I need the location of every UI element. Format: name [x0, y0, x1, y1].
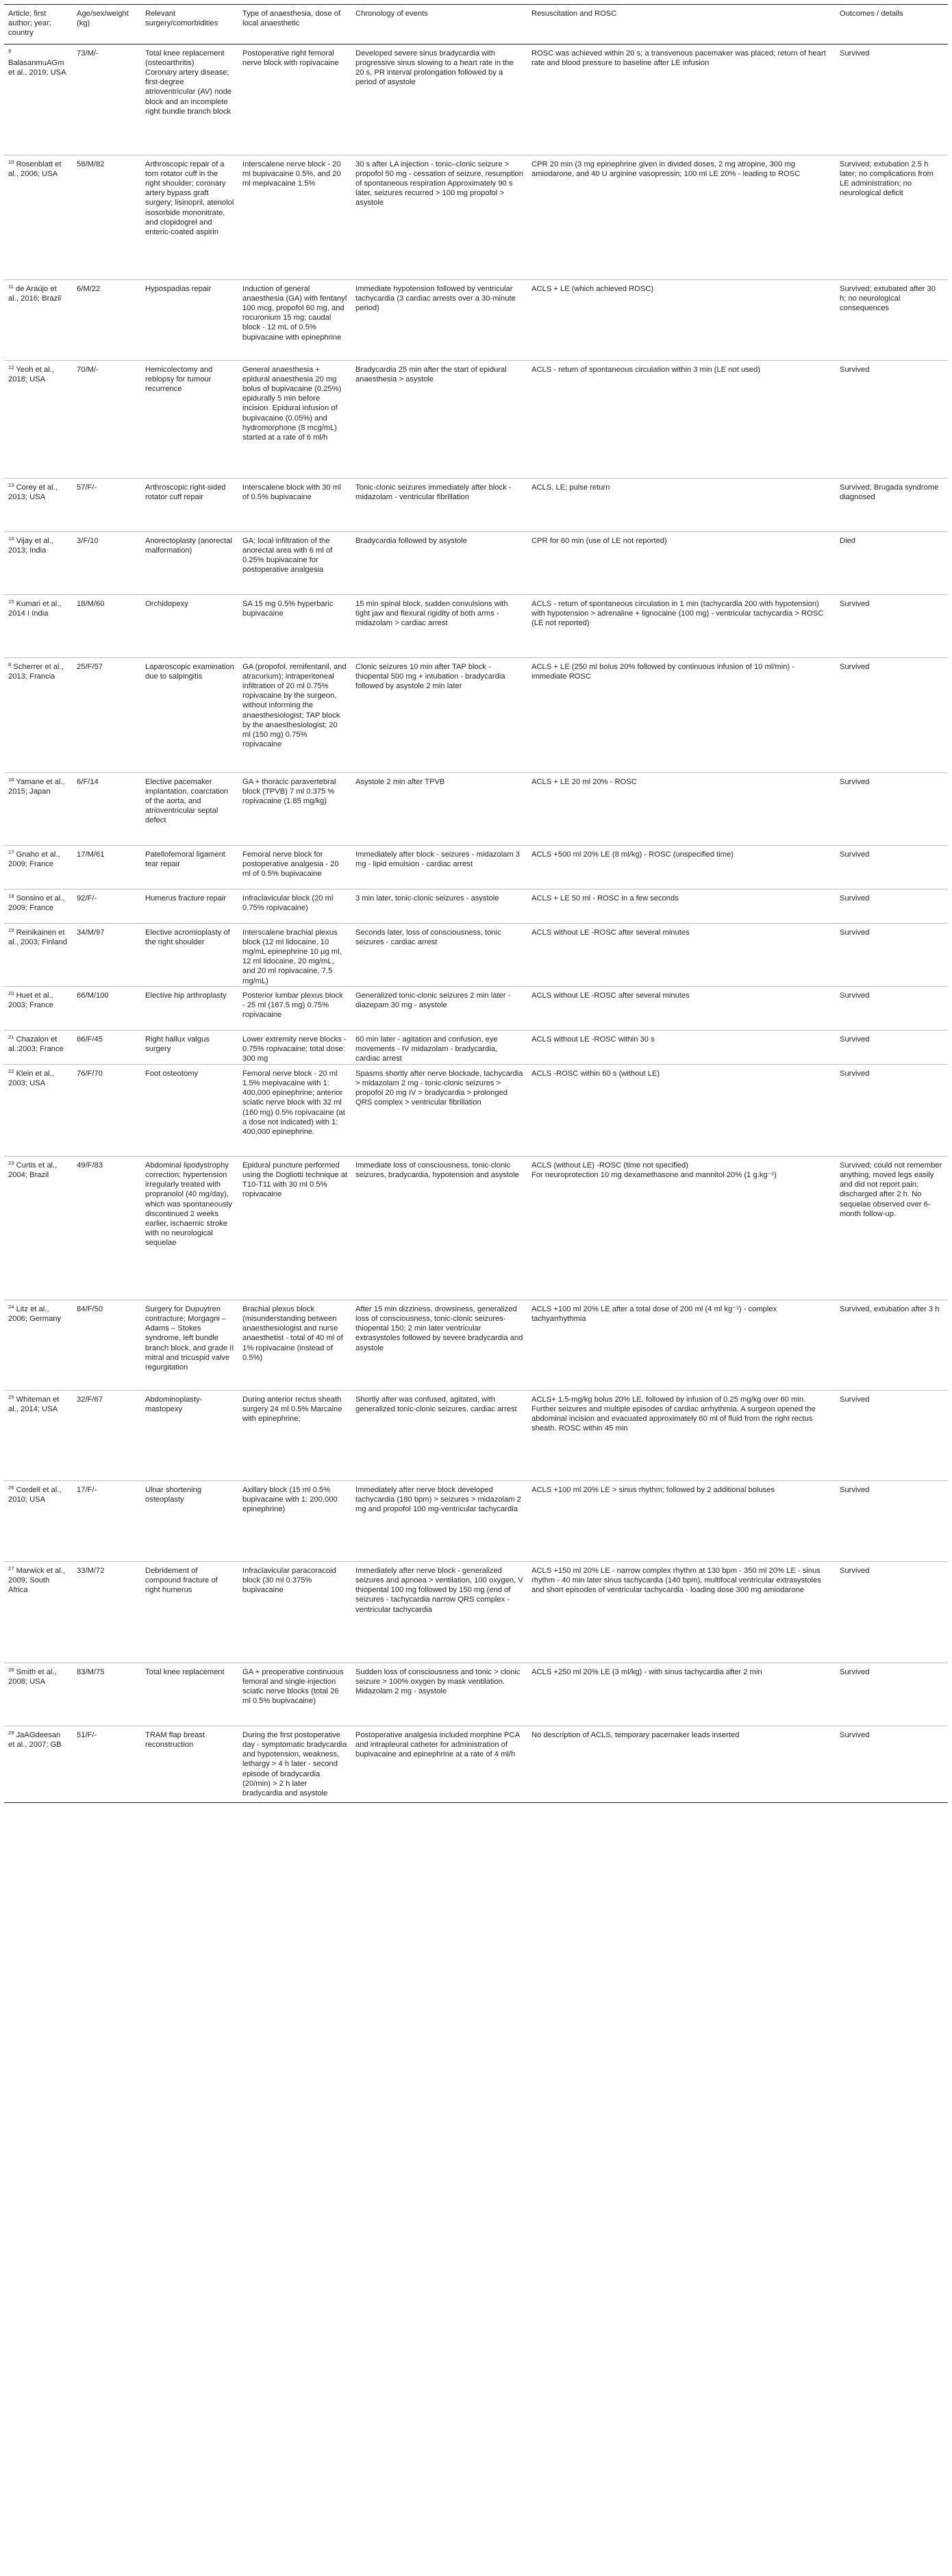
- cell-age-sex-weight: 76/F/70: [77, 1069, 103, 1078]
- table-row: [4, 1300, 948, 1390]
- article-text: JaAGdeesan et al., 2007; GB: [8, 1730, 62, 1750]
- article-text: Vijay et al., 2013; India: [8, 536, 54, 555]
- cell-outcomes: Survived: [840, 928, 870, 937]
- cell-resuscitation-rosc: No description of ACLS, temporary pacemaker leads inserted: [531, 1730, 740, 1739]
- cell-resuscitation-rosc: CPR for 60 min (use of LE not reported): [531, 536, 667, 545]
- cell-chronology: Seconds later, loss of consciousness, tonic seizures - cardiac arrest: [355, 928, 501, 946]
- reference-number: 24: [8, 1303, 14, 1310]
- table-row: [4, 360, 948, 478]
- reference-number: 9: [8, 47, 12, 54]
- cell-anaesthesia-dose: Axillary block (15 ml 0.5% bupivacaine with 1: 200,000 epinephrine): [242, 1485, 338, 1514]
- column-header-article: Article; first author; year; country: [4, 5, 73, 45]
- cell-age-sex-weight: 73/M/-: [77, 49, 99, 58]
- cell-outcomes: Survived; could not remember anything, moved legs easily and did not report pain; discharged after 2 h. No sequelae observed over 6-month follow-up.: [840, 1161, 942, 1218]
- table-row: [4, 657, 948, 772]
- table-row: [4, 279, 948, 360]
- cell-anaesthesia-dose: Interscalene brachial plexus block (12 ml lidocaine, 10 mg/mL epinephrine 10 µg ml, 12 ml lidocaine, 20 mg/mL, and 20 ml ropivacaine, 7.5 mg/mL): [242, 928, 342, 985]
- column-header-outcomes: Outcomes / details: [836, 5, 948, 45]
- article-text: Litz et al., 2006; Germany: [8, 1304, 62, 1324]
- cell-outcomes: Survived: [840, 599, 870, 608]
- cell-anaesthesia-dose: Femoral nerve block - 20 ml 1.5% mepivacaine with 1: 400,000 epinephrine; anterior sciatic nerve block with 32 ml (160 mg) 0.5% ropivacaine (at a dose not indicated) with 1: 400,000 epinephrine.: [242, 1069, 345, 1137]
- cell-age-sex-weight: 58/M/82: [77, 160, 105, 168]
- article-text: Klein et al., 2003; USA: [8, 1069, 54, 1088]
- cell-chronology: Bradycardia followed by asystole: [355, 536, 467, 545]
- article-text: Kumari et al., 2014 I India: [8, 599, 62, 618]
- cell-surgery-comorbidities: Arthroscopic repair of a torn rotator cuff in the right shoulder; coronary artery bypass graft surgery; lisinopril, atenolol isosorbide mononitrate, and clopidogrel and enteric-coated aspirin: [145, 160, 234, 237]
- cell-surgery-comorbidities: Right hallux valgus surgery: [145, 1035, 210, 1054]
- reference-number: 22: [8, 1068, 14, 1074]
- case-report-table: [4, 4, 948, 1803]
- cell-article: [4, 772, 73, 845]
- cell-chronology: 30 s after LA injection - tonic–clonic seizure > propofol 50 mg - cessation of seizure, resumption of spontaneous respiration Approximately 90 s later, seizures recurred > 100 mg propofol > asystole: [355, 160, 524, 207]
- cell-age-sex-weight: 3/F/10: [77, 536, 99, 545]
- reference-number: 10: [8, 158, 14, 165]
- table-row: [4, 478, 948, 531]
- cell-age-sex-weight: 70/M/-: [77, 365, 99, 374]
- cell-anaesthesia-dose: Posterior lumbar plexus block - 25 ml (187.5 mg) 0.75% ropivacaine: [242, 991, 343, 1020]
- cell-article: [4, 657, 73, 772]
- reference-number: 14: [8, 535, 14, 542]
- cell-anaesthesia-dose: Epidural puncture performed using the Dogliotti technique at T10-T11 with 30 ml 0.5% ropivacaine: [242, 1161, 347, 1199]
- reference-number: 18: [8, 892, 14, 899]
- cell-article: [4, 889, 73, 923]
- cell-surgery-comorbidities: TRAM flap breast reconstruction: [145, 1730, 205, 1750]
- article-text: Huet et al., 2003; France: [8, 991, 53, 1010]
- table-row: [4, 889, 948, 923]
- article-text: Sonsino et al., 2009; France: [8, 894, 65, 912]
- cell-anaesthesia-dose: During the first postoperative day - symptomatic bradycardia and hypotension, weakness, lethargy > 4 h later - second episode of bradycardia (20/min) > 2 h later bradycardia and asystole: [242, 1730, 347, 1798]
- table-row: [4, 923, 948, 986]
- cell-outcomes: Survived; extubated after 30 h; no neurological consequences: [840, 284, 936, 313]
- cell-article: [4, 360, 73, 478]
- cell-surgery-comorbidities: Total knee replacement: [145, 1667, 225, 1676]
- cell-article: [4, 1300, 73, 1390]
- cell-outcomes: Survived: [840, 1069, 870, 1078]
- cell-anaesthesia-dose: GA + thoracic paravertebral block (TPVB) 7 ml 0.375 % ropivacaine (1.85 mg/kg): [242, 777, 336, 806]
- table-row: [4, 772, 948, 845]
- cell-age-sex-weight: 6/F/14: [77, 777, 99, 786]
- cell-age-sex-weight: 57/F/-: [77, 483, 97, 492]
- cell-article: [4, 1064, 73, 1156]
- table-row: [4, 845, 948, 889]
- cell-resuscitation-rosc: ACLS + LE 50 ml - ROSC in a few seconds: [531, 894, 679, 902]
- cell-chronology: Developed severe sinus bradycardia with progressive sinus slowing to a heart rate in the 20 s, PR interval prolongation followed by a period of asystole: [355, 49, 514, 87]
- reference-number: 19: [8, 926, 14, 933]
- cell-article: [4, 1726, 73, 1802]
- cell-chronology: Immediately after nerve block developed tachycardia (180 bpm) > seizures > midazolam 2 mg and propofol 100 mg-ventricular tachycardia: [355, 1485, 521, 1514]
- reference-number: 12: [8, 364, 14, 370]
- cell-surgery-comorbidities: Elective acromioplasty of the right shoulder: [145, 928, 230, 946]
- table-row: [4, 1156, 948, 1300]
- cell-surgery-comorbidities: Arthroscopic right-sided rotator cuff repair: [145, 483, 226, 501]
- reference-number: 20: [8, 989, 14, 996]
- cell-chronology: Immediate loss of consciousness, tonic-clonic seizures, bradycardia, hypotension and asystole: [355, 1161, 519, 1180]
- cell-age-sex-weight: 66/F/45: [77, 1035, 103, 1044]
- cell-anaesthesia-dose: Brachial plexus block (misunderstanding between anaesthesiologist and nurse anaesthetist - total of 40 ml of 1% ropivacaine (instead of 0.5%): [242, 1304, 343, 1362]
- article-text: Scherrer et al., 2013; Francia: [8, 662, 64, 681]
- cell-surgery-comorbidities: Laparoscopic examination due to salpingitis: [145, 662, 234, 681]
- cell-resuscitation-rosc: ACLS +500 ml 20% LE (8 ml/kg) - ROSC (unspecified time): [531, 850, 734, 859]
- reference-number: 21: [8, 1033, 14, 1040]
- cell-anaesthesia-dose: Induction of general anaesthesia (GA) with fentanyl 100 mcg, propofol 60 mg, and rocuronium 15 mg; caudal block - 12 mL of 0.5% bupivacaine with epinephrine: [242, 284, 347, 342]
- reference-number: 16: [8, 776, 14, 783]
- column-header-chronology: Chronology of events: [351, 5, 527, 45]
- article-text: Yamane et al., 2015; Japan: [8, 777, 65, 796]
- cell-outcomes: Died: [840, 536, 856, 545]
- reference-number: 28: [8, 1666, 14, 1673]
- cell-age-sex-weight: 33/M/72: [77, 1566, 105, 1575]
- cell-resuscitation-rosc: ACLS - return of spontaneous circulation in 1 min (tachycardia 200 with hypotension) with hypotension > adrenaline + lignocaine (100 mg) - ventricular tachycardia > ROSC (LE not reported): [531, 599, 824, 628]
- cell-surgery-comorbidities: Hemicolectomy and rebiopsy for tumour recurrence: [145, 365, 213, 394]
- cell-surgery-comorbidities: Surgery for Dupuytren contracture; Morgagni – Adams – Stokes syndrome, left bundle branch block, and grade II mitral and tricuspid valve regurgitation: [145, 1304, 234, 1372]
- table-row: [4, 1064, 948, 1156]
- cell-article: [4, 923, 73, 986]
- cell-chronology: Tonic-clonic seizures immediately after block - midazolam - ventricular fibrillation: [355, 483, 512, 501]
- cell-age-sex-weight: 17/M/61: [77, 850, 105, 859]
- cell-anaesthesia-dose: GA; local infiltration of the anorectal area with 6 ml of 0.25% bupivacaine for postoperative analgesia: [242, 536, 333, 574]
- table-row: [4, 44, 948, 155]
- cell-outcomes: Survived: [840, 1566, 870, 1575]
- cell-outcomes: Survived: [840, 1667, 870, 1676]
- cell-outcomes: Survived, extubation after 3 h: [840, 1304, 940, 1313]
- cell-anaesthesia-dose: Infraclavicular block (20 ml 0.75% ropivacaine): [242, 894, 334, 912]
- cell-age-sex-weight: 83/M/75: [77, 1667, 105, 1676]
- cell-resuscitation-rosc: ACLS - return of spontaneous circulation within 3 min (LE not used): [531, 365, 760, 374]
- cell-article: [4, 594, 73, 657]
- cell-chronology: Clonic seizures 10 min after TAP block - thiopental 500 mg + intubation - bradycardia followed by asystole 2 min later: [355, 662, 505, 691]
- cell-anaesthesia-dose: Postoperative right femoral nerve block with ropivacaine: [242, 49, 339, 67]
- cell-resuscitation-rosc: ACLS without LE -ROSC after several minutes: [531, 928, 690, 937]
- reference-number: 8: [8, 661, 12, 668]
- table-row: [4, 1561, 948, 1663]
- reference-number: 13: [8, 481, 14, 488]
- cell-chronology: Bradycardia 25 min after the start of epidural anaesthesia > asystole: [355, 365, 507, 383]
- cell-anaesthesia-dose: GA (propofol, remifentanil, and atracurium); intraperitoneal infiltration of 20 ml 0.75% ropivacaine by the surgeon, without informing the anaesthesiologist; TAP block by the anaesthesiologist; 20 ml (150 mg) 0.75% ropivacaine: [242, 662, 347, 749]
- cell-resuscitation-rosc: ACLS + LE (250 ml bolus 20% followed by continuous infusion of 10 ml/min) - immediate ROSC: [531, 662, 794, 681]
- cell-article: [4, 1390, 73, 1480]
- article-text: Chazalon et al.:2003; France: [8, 1035, 64, 1054]
- reference-number: 29: [8, 1729, 14, 1736]
- cell-surgery-comorbidities: Foot osteotomy: [145, 1069, 199, 1078]
- article-text: Whiteman et al., 2014; USA: [8, 1395, 60, 1414]
- article-text: Rosenblatt et al., 2006; USA: [8, 160, 62, 178]
- cell-chronology: Shortly after was confused, agitated, with generalized tonic-clonic seizures, cardiac arrest: [355, 1395, 517, 1414]
- cell-chronology: 15 min spinal block, sudden convulsions with tight jaw and flexural rigidity of both arms - midazolam > cardiac arrest: [355, 599, 508, 628]
- cell-chronology: Sudden loss of consciousness and tonic > clonic seizure > 100% oxygen by mask ventilation. Midazolam 2 mg - asystole: [355, 1667, 521, 1696]
- cell-resuscitation-rosc: ACLS +100 ml 20% LE > sinus rhythm; followed by 2 additional boluses: [531, 1485, 775, 1494]
- cell-resuscitation-rosc: ACLS without LE -ROSC after several minutes: [531, 991, 690, 1000]
- reference-number: 17: [8, 848, 14, 855]
- cell-age-sex-weight: 51/F/-: [77, 1730, 97, 1739]
- cell-surgery-comorbidities: Elective pacemaker implantation, coarctation of the aorta, and atrioventricular septal defect: [145, 777, 229, 825]
- column-header-anaesthesia-dose: Type of anaesthesia, dose of local anaesthetic: [238, 5, 351, 45]
- cell-outcomes: Survived: [840, 1730, 870, 1739]
- cell-surgery-comorbidities: Anorectoplasty (anorectal malformation): [145, 536, 232, 555]
- article-text: Curtis et al., 2004; Brazil: [8, 1161, 58, 1180]
- cell-resuscitation-rosc: ACLS without LE -ROSC within 30 s: [531, 1035, 655, 1044]
- article-text: Yeoh et al., 2018; USA: [8, 365, 54, 383]
- table-row: [4, 594, 948, 657]
- cell-surgery-comorbidities: Orchidopexy: [145, 599, 188, 608]
- article-text: Cordell et al., 2010; USA: [8, 1485, 62, 1504]
- cell-anaesthesia-dose: Infraclavicular paracoracoid block (30 ml 0.375% bupivacaine: [242, 1566, 336, 1595]
- column-header-resuscitation-rosc: Resuscitation and ROSC: [527, 5, 836, 45]
- cell-resuscitation-rosc: ACLS +100 ml 20% LE after a total dose of 200 ml (4 ml kg⁻¹) - complex tachyarrhythmia: [531, 1304, 777, 1324]
- cell-chronology: Generalized tonic-clonic seizures 2 min later - diazepam 30 mg - asystole: [355, 991, 511, 1010]
- cell-surgery-comorbidities: Elective hip arthroplasty: [145, 991, 227, 1000]
- cell-article: [4, 845, 73, 889]
- cell-age-sex-weight: 66/M/100: [77, 991, 109, 1000]
- cell-age-sex-weight: 32/F/67: [77, 1395, 103, 1404]
- table-row: [4, 1480, 948, 1561]
- cell-article: [4, 1030, 73, 1064]
- cell-resuscitation-rosc: ACLS +250 ml 20% LE (3 ml/kg) - with sinus tachycardia after 2 min: [531, 1667, 762, 1676]
- cell-chronology: Postoperative analgesia included morphine PCA and intrapleural catheter for administration of bupivacaine and epinephrine at a rate of 4 ml/h: [355, 1730, 520, 1759]
- reference-number: 26: [8, 1484, 14, 1491]
- cell-age-sex-weight: 49/F/83: [77, 1161, 103, 1170]
- cell-anaesthesia-dose: Femoral nerve block for postoperative analgesia - 20 ml of 0.5% bupivacaine: [242, 850, 339, 879]
- cell-chronology: Immediate hypotension followed by ventricular tachycardia (3 cardiac arrests over a 30-minute period): [355, 284, 516, 313]
- table-row: [4, 155, 948, 279]
- document: [4, 4, 948, 1803]
- cell-surgery-comorbidities: Patellofemoral ligament tear repair: [145, 850, 225, 868]
- column-header-surgery-comorbidities: Relevant surgery/comorbidities: [141, 5, 238, 45]
- table-body: [4, 44, 948, 1802]
- cell-outcomes: Survived: [840, 991, 870, 1000]
- cell-resuscitation-rosc: ACLS +150 ml 20% LE - narrow complex rhythm at 130 bpm - 350 ml 20% LE - sinus rhythm - 40 min later sinus tachycardia (140 bpm), multifocal ventricular extrasystoles and short episodes of ventricular tachycardia - loading dose 300 mg amiodarone: [531, 1566, 821, 1595]
- cell-outcomes: Survived: [840, 1395, 870, 1404]
- reference-number: 11: [8, 283, 14, 290]
- cell-surgery-comorbidities: Total knee replacement (osteoarthritis) Coronary artery disease; first-degree atrioventricular (AV) node block and an incomplete right bundle branch block: [145, 49, 232, 116]
- cell-chronology: Asystole 2 min after TPVB: [355, 777, 445, 786]
- cell-chronology: Spasms shortly after nerve blockade, tachycardia > midazolam 2 mg - tonic-clonic seizures > propofol 20 mg IV > bradycardia > prolonged QRS complex > ventricular fibrillation: [355, 1069, 523, 1107]
- cell-anaesthesia-dose: Lower extremity nerve blocks - 0.75% ropivacaine; total dose: 300 mg: [242, 1035, 347, 1063]
- cell-outcomes: Survived: [840, 365, 870, 374]
- table-row: [4, 1390, 948, 1480]
- cell-resuscitation-rosc: ACLS (without LE) -ROSC (time not specified) For neuroprotection 10 mg dexamethasone and mannitol 20% (1 g.kg⁻¹): [531, 1161, 777, 1180]
- cell-resuscitation-rosc: ACLS + LE (which achieved ROSC): [531, 284, 654, 293]
- cell-article: [4, 986, 73, 1030]
- table-row: [4, 1030, 948, 1064]
- cell-outcomes: Survived: [840, 777, 870, 786]
- cell-age-sex-weight: 25/F/57: [77, 662, 103, 671]
- article-text: Marwick et al., 2009; South Africa: [8, 1566, 66, 1595]
- cell-outcomes: Survived: [840, 1485, 870, 1494]
- table-row: [4, 1726, 948, 1802]
- cell-article: [4, 155, 73, 279]
- cell-outcomes: Survived: [840, 1035, 870, 1044]
- header-row: [4, 5, 948, 45]
- cell-anaesthesia-dose: GA + preoperative continuous femoral and single-injection sciatic nerve blocks (total 26 ml 0.5% bupivacaine): [242, 1667, 344, 1706]
- cell-anaesthesia-dose: During anterior rectus sheath surgery 24 ml 0.5% Marcaine with epinephrine;: [242, 1395, 342, 1424]
- cell-chronology: Immediately after nerve block - generalized seizures and apnoea > ventilation, 100 oxygen, V thiopental 100 mg followed by 150 mg (end of seizures - tachycardia narrow QRS complex - ventricular tachycardia: [355, 1566, 523, 1614]
- cell-surgery-comorbidities: Abdominal lipodystrophy correction; hypertension irregularly treated with propranolol (40 mg/day), which was spontaneously discontinued 2 weeks earlier, ischaemic stroke with no neurological sequelae: [145, 1161, 232, 1248]
- reference-number: 15: [8, 598, 14, 605]
- cell-age-sex-weight: 17/F/-: [77, 1485, 97, 1494]
- cell-outcomes: Survived: [840, 662, 870, 671]
- cell-outcomes: Survived: [840, 894, 870, 902]
- table-row: [4, 986, 948, 1030]
- cell-article: [4, 279, 73, 360]
- table-row: [4, 531, 948, 594]
- cell-chronology: Immediately after block - seizures - midazolam 3 mg - lipid emulsion - cardiac arrest: [355, 850, 520, 868]
- cell-age-sex-weight: 84/F/50: [77, 1304, 103, 1313]
- cell-anaesthesia-dose: Interscalene nerve block - 20 ml bupivacaine 0.5%, and 20 ml mepivacaine 1.5%: [242, 160, 341, 188]
- article-text: de Araújo et al., 2016; Brazil: [8, 284, 62, 303]
- cell-resuscitation-rosc: ACLS + LE 20 ml 20% - ROSC: [531, 777, 637, 786]
- cell-resuscitation-rosc: CPR 20 min (3 mg epinephrine given in divided doses, 2 mg atropine, 300 mg amiodarone, and 40 U arginine vasopressin; 100 ml LE 20% - leading to ROSC: [531, 160, 801, 178]
- cell-anaesthesia-dose: General anaesthesia + epidural anaesthesia 20 mg bolus of bupivacaine (0.25%) epidurally 5 min before incision. Epidural infusion of bupivacaine (0.05%) and hydromorphone (8 mcg/mL) started at a rate of 6 ml/h: [242, 365, 342, 442]
- cell-article: [4, 531, 73, 594]
- cell-outcomes: Survived; Brugada syndrome diagnosed: [840, 483, 939, 501]
- table-row: [4, 1663, 948, 1726]
- cell-age-sex-weight: 6/M/22: [77, 284, 101, 293]
- article-text: Reinikainen et al., 2003; Finland: [8, 928, 67, 946]
- cell-article: [4, 1480, 73, 1561]
- cell-surgery-comorbidities: Ulnar shortening osteoplasty: [145, 1485, 202, 1504]
- cell-outcomes: Survived: [840, 49, 870, 58]
- reference-number: 27: [8, 1565, 14, 1571]
- article-text: Corey et al., 2013; USA: [8, 483, 58, 501]
- cell-chronology: After 15 min dizziness, drowsiness, generalized loss of consciousness, tonic-clonic seizures- thiopental 150; 2 min later ventricular extrasystoles followed by severe bradycardia and asystole: [355, 1304, 523, 1352]
- cell-resuscitation-rosc: ROSC was achieved within 20 s; a transvenous pacemaker was placed; return of heart rate and blood pressure to baseline after LE infusion: [531, 49, 826, 67]
- cell-resuscitation-rosc: ACLS, LE; pulse return: [531, 483, 610, 492]
- cell-surgery-comorbidities: Hypospadias repair: [145, 284, 212, 293]
- cell-chronology: 3 min later, tonic-clonic seizures - asystole: [355, 894, 499, 902]
- cell-surgery-comorbidities: Abdominoplasty-mastopexy: [145, 1395, 203, 1414]
- column-header-age-sex-weight: Age/sex/weight (kg): [73, 5, 141, 45]
- cell-article: [4, 478, 73, 531]
- reference-number: 23: [8, 1159, 14, 1166]
- cell-resuscitation-rosc: ACLS -ROSC within 60 s (without LE): [531, 1069, 660, 1078]
- reference-number: 25: [8, 1393, 14, 1400]
- cell-article: [4, 1663, 73, 1726]
- cell-age-sex-weight: 18/M/60: [77, 599, 105, 608]
- cell-chronology: 60 min later - agitation and confusion, eye movements - IV midazolam - bradycardia, cardiac arrest: [355, 1035, 498, 1063]
- cell-surgery-comorbidities: Debridement of compound fracture of right humerus: [145, 1566, 218, 1595]
- cell-anaesthesia-dose: SA 15 mg 0.5% hyperbaric bupivacaine: [242, 599, 334, 618]
- cell-surgery-comorbidities: Humerus fracture repair: [145, 894, 227, 902]
- article-text: Gnaho et al., 2009; France: [8, 850, 60, 868]
- cell-outcomes: Survived: [840, 850, 870, 859]
- cell-article: [4, 1561, 73, 1663]
- cell-anaesthesia-dose: Interscalene block with 30 ml of 0.5% bupivacaine: [242, 483, 341, 501]
- article-text: BalasanmuAGm et al., 2019; USA: [8, 58, 66, 77]
- cell-age-sex-weight: 34/M/97: [77, 928, 105, 937]
- cell-outcomes: Survived; extubation 2.5 h later; no complications from LE administration; no neurological deficit: [840, 160, 934, 198]
- cell-age-sex-weight: 92/F/-: [77, 894, 97, 902]
- cell-article: [4, 1156, 73, 1300]
- cell-resuscitation-rosc: ACLS+ 1.5-mg/kg bolus 20% LE, followed by infusion of 0.25 mg/kg over 60 min. Further seizures and multiple episodes of cardiac arrhythmia. A surgeon opened the abdominal incision and evacuated approximately 60 ml of fluid from the right rectus sheath. ROSC within 45 min: [531, 1395, 816, 1433]
- article-text: Smith et al., 2008; USA: [8, 1667, 57, 1687]
- cell-article: [4, 44, 73, 155]
